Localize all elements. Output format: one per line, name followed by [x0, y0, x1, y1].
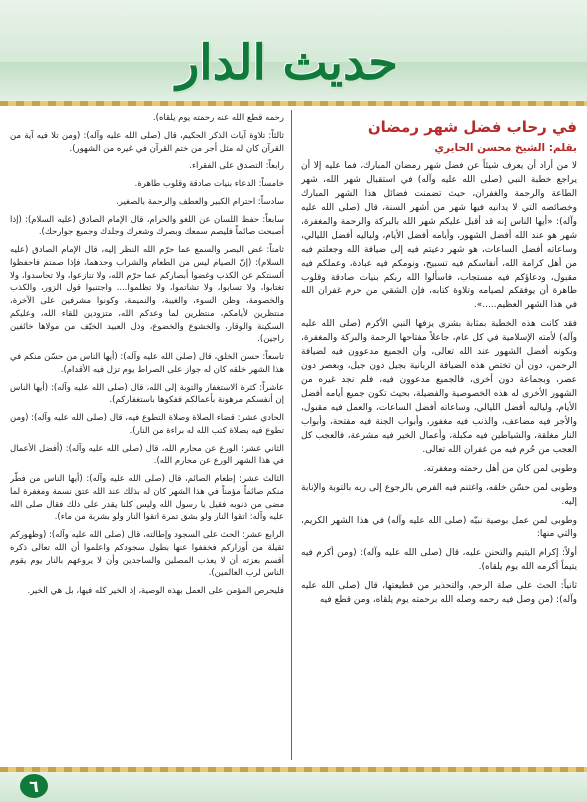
paragraph: سابعاً: حفظ اللسان عن اللغو والحرام، قال الإمام الصادق (عليه السلام): (إذا أصبحت صائماً فليصم سمعك وبصرك وشعرك وجلدك وجميع جوارحك). [10, 214, 284, 238]
article-title: في رحاب فضل شهر رمضان [367, 118, 577, 136]
left-column [10, 112, 284, 762]
paragraph: عاشراً: كثرة الاستغفار والتوبة إلى الله، قال (صلى الله عليه وآله): (أيها الناس إن أنفسكم مرهونة بأعمالكم ففكوها باستغفاركم). [10, 382, 284, 406]
paragraph: وطوبى لمن عمل بوصية نبيّه (صلى الله عليه وآله) في هذا الشهر الكريم، والتي منها: [301, 515, 577, 540]
top-ornament-border [0, 101, 587, 106]
page-number: ٦ [20, 774, 48, 798]
paragraph: خامساً: الدعاء بنيات صادقة وقلوب طاهرة. [134, 179, 284, 189]
paragraph: وطوبى لمن حسّن خلقه، واغتنم فيه الفرص بالرجوع إلى ربه بالتوبة والإنابة إليه. [301, 482, 577, 507]
paragraph: فليحرص المؤمن على العمل بهذه الوصية، إذ الخير كله فيها، بل هي الخير. [27, 586, 284, 596]
paragraph: الثاني عشر: الورع عن محارم الله، قال (صلى الله عليه وآله): (أفضل الأعمال في هذا الشهر الورع عن محارم الله). [10, 443, 284, 467]
paragraph: رابعاً: التصدق على الفقراء. [189, 161, 284, 172]
paragraph: الثالث عشر: إطعام الصائم، قال (صلى الله عليه وآله): (أيها الناس من فطّر منكم صائماً مؤمناً في هذا الشهر كان له بذلك عند الله عتق نسمة ومغفرة لما مضى من ذنوبه فقيل يا رسول الله وليس كلنا يقدر على ذلك فقال صلى الله عليه وآله: اتقوا النار ولو بشق تمرة اتقوا النار ولو بشربة من ماء). [10, 474, 284, 523]
paragraph: فقد كانت هذه الخطبة بمثابة بشرى يزفها النبي الأكرم (صلى الله عليه وآله) لأمته الإسلامية في كل عام، جاعلاً مفتاحها الرحمة والبركة والمغفرة، وبكونه أفضل الشهور عند الله تعالى، وأن الجميع مدعوون فيه لضيافة الرحمن، دون أن تختص هذه الضيافة الربانية بجيل دون جيل، وبعصر دون عصر، وبجماعة دون أخرى، فالجميع مدعوون فيه، فلم نجد غيره من الشهور الأخرى له هذه الخصوصية والفضيلة، بحيث تكون جميع أيامه أفضل الأيام، ولياليه أفضل الليالي، وساعاته أفضل الساعات، والعمل فيه مقبول، والأجر فيه مضاعف، والذنب فيه مغفور، وأبواب الجنة فيه مفتحة، وأبواب النار مغلقة، والشياطين فيه مكبلة، وأعمال الخير فيه مشرعة، فالعجب كل العجب من حُرم فيه من غفران الله تعالى. [301, 319, 577, 455]
paragraph: لا من أراد أن يعرف شيئاً عن فضل شهر رمضان المبارك، فما عليه إلا أن يراجع خطبة النبي (صلى الله عليه وآله) في استقبال شهر الله، شهر الطاعة والرحمة والغفران، حيث تضمنت فضائل هذا الشهر المبارك وخصائصه التي لا يدانيه فيها شهر من أشهر السنة، قال (صلى الله عليه وآله): «أيها الناس إنه قد أقبل عليكم شهر الله بالبركة والرحمة والمغفرة، شهر هو عند الله أفضل الشهور، وأيامه أفضل الأيام، ولياليه أفضل الليالي، وساعاته أفضل الساعات، هو شهر دعيتم فيه إلى ضيافة الله وجعلتم فيه من أهل كرامة الله، أنفاسكم فيه تسبيح، ونومكم فيه عبادة، وعملكم فيه مقبول، ودعاؤكم فيه مستجاب، فاسألوا الله ربكم بنيات صادقة وقلوب طاهرة أن يوفقكم لصيامه وتلاوة كتابه، فإن الشقي من حرم غفران الله في هذا الشهر العظيم.....». [301, 161, 577, 311]
paragraph: سادساً: احترام الكبير والعطف والرحمة بالصغير. [116, 196, 284, 207]
section-banner-title: حديث الدار [176, 35, 398, 91]
paragraph: تاسعاً: حسن الخلق، قال (صلى الله عليه وآله): (أيها الناس من حسّن منكم في هذا الشهر خلقه كان له جواز على الصراط يوم تزل فيه الأقدام). [10, 352, 284, 375]
footer [0, 772, 587, 802]
article-author: بقلم: الشيخ محسن الحايري [434, 142, 577, 154]
right-column [301, 112, 577, 762]
paragraph: أولاً: إكرام اليتيم والتحنن عليه، قال (صلى الله عليه وآله): (ومن أكرم فيه يتيماً أكرمه الله يوم يلقاه). [301, 548, 577, 573]
paragraph: ثانياً: الحث على صلة الرحم، والتحذير من قطيعتها، قال (صلى الله عليه وآله): (من وصل فيه رحمه وصله الله برحمته يوم يلقاه، ومن قطع فيه [301, 581, 577, 606]
header [0, 0, 587, 100]
paragraph: الرابع عشر: الحث على السجود وإطالته، قال (صلى الله عليه وآله): (وظهوركم ثقيلة من أوزاركم فخففوا عنها بطول سجودكم واعلموا أن الله تعالى ذكره أقسم بعزته أن لا يعذب المصلين والساجدين وأن لا يروعهم بالنار يوم يقوم الناس لرب العالمين). [10, 530, 284, 579]
paragraph: ثالثاً: تلاوة آيات الذكر الحكيم، قال (صلى الله عليه وآله): (ومن تلا فيه آية من القرآن كان له مثل أجر من ختم القرآن في غيره من الشهور). [10, 130, 284, 154]
paragraph: ثامناً: غض البصر والسمع عما حرّم الله النظر إليه، قال الإمام الصادق (عليه السلام): (إنّ الصيام ليس من الطعام والشراب وحدهما، فإذا صمتم فاحفظوا ألسنتكم عن الكذب وغضوا أبصاركم عما حرّم الله، ولا تنازعوا، ولا تحاسدوا، ولا تغتابوا، ولا تسابوا، ولا تشاتموا، ولا تظلموا.... واجتنبوا قول الزور، والكذب والخصومة، وظن السوء، والغيبة، والنميمة، وكونوا مشرفين على الآخرة، منتظرين لأيامكم، منتظرين لما وعدكم الله، متزودين للقاء الله، وعليكم السكينة والوقار، والخشوع والخضوع، وذل العبيد الخيّف من مولاها خائفين راجين). [10, 245, 284, 345]
paragraph: وطوبى لمن كان من أهل رحمته ومغفرته. [423, 463, 577, 474]
column-divider [291, 110, 292, 760]
paragraph: رحمه قطع الله عنه رحمته يوم يلقاه). [152, 113, 284, 123]
paragraph: الحادي عشر: قضاء الصلاة وصلاة التطوع فيه، قال (صلى الله عليه وآله): (ومن تطوع فيه بصلاة كتب الله له براءة من النار). [10, 413, 284, 436]
